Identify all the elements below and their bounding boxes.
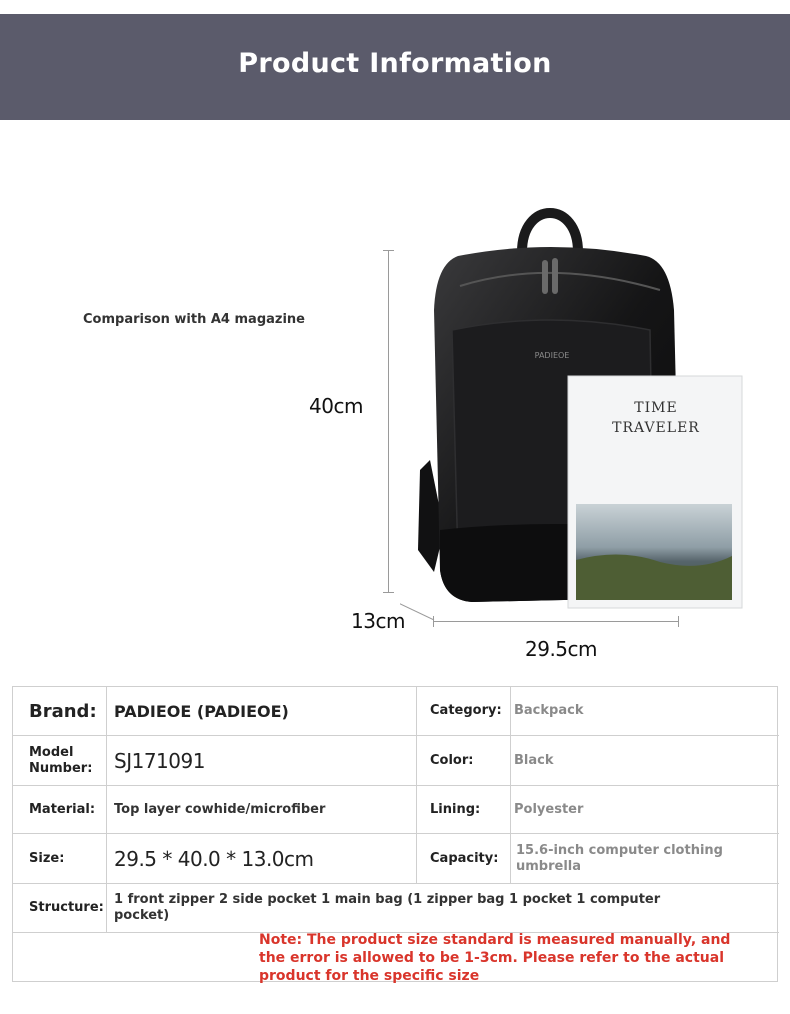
height-dimension-label: 40cm (309, 394, 363, 418)
category-value: Backpack (514, 703, 584, 718)
comparison-label: Comparison with A4 magazine (83, 312, 305, 327)
zipper-pull-right (552, 258, 558, 294)
header-band (0, 14, 790, 120)
capacity-label: Capacity: (430, 850, 499, 866)
height-dimension-cap-bottom (383, 592, 394, 593)
table-row (13, 736, 779, 786)
model-label-line1: Model (29, 744, 74, 760)
size-disclaimer-note: Note: The product size standard is measured manually, and the error is allowed to be 1-3cm. Please refer to the actual product for the specific size (259, 932, 731, 984)
brand-label: Brand: (29, 700, 97, 722)
lining-label: Lining: (430, 801, 481, 817)
size-value: 29.5 * 40.0 * 13.0cm (114, 846, 314, 871)
product-photo (400, 200, 760, 620)
table-row (13, 834, 779, 884)
depth-dimension-label: 13cm (351, 609, 405, 633)
zipper-pull-left (542, 260, 548, 294)
color-label: Color: (430, 752, 474, 768)
color-value: Black (514, 752, 554, 768)
table-row (13, 786, 779, 834)
size-label: Size: (29, 850, 65, 866)
material-value: Top layer cowhide/microfiber (114, 801, 326, 817)
structure-label: Structure: (29, 900, 104, 915)
structure-value: 1 front zipper 2 side pocket 1 main bag (1 zipper bag 1 pocket 1 computer pocket) (114, 892, 661, 923)
brand-value: PADIEOE (PADIEOE) (114, 701, 289, 721)
width-dimension-line (434, 621, 678, 622)
depth-dimension-line (400, 599, 434, 620)
material-label: Material: (29, 801, 96, 817)
backpack-brand-mark: PADIEOE (534, 351, 570, 360)
height-dimension-cap-top (383, 250, 394, 251)
table-row (13, 884, 779, 933)
capacity-value: 15.6-inch computer clothing umbrella (516, 842, 723, 874)
height-dimension-line (388, 250, 389, 592)
page-title: Product Information (238, 47, 552, 79)
magazine-title-line1: TIME (634, 400, 678, 416)
magazine-title-line2: TRAVELER (612, 420, 700, 436)
backpack-handle (522, 213, 578, 252)
lining-value: Polyester (514, 801, 584, 817)
model-label-line2: Number: (29, 760, 93, 776)
category-label: Category: (430, 703, 502, 718)
width-dimension-label: 29.5cm (525, 637, 598, 661)
model-value: SJ171091 (114, 748, 205, 773)
table-row (13, 687, 779, 736)
